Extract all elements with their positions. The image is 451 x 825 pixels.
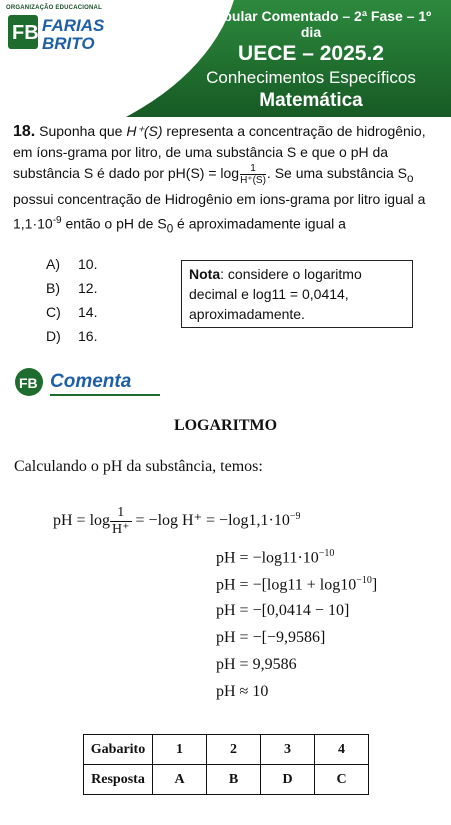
gabarito-table xyxy=(83,734,369,795)
question-sub-o: o xyxy=(407,172,414,185)
gabarito-label: Gabarito xyxy=(84,735,153,765)
solution-line-1: pH = log $\frac{1}{H^+}$ = −log $H^+ = -\log 1,1\cdot 10^{-9}$ xyxy=(53,505,301,537)
svg-text:FB: FB xyxy=(12,22,39,44)
option-a: A) 10. xyxy=(46,256,98,272)
note-text: : considere o logaritmo decimal e log11 = 0,0414, aproximadamente. xyxy=(189,266,362,322)
question-text xyxy=(13,121,438,239)
solution-step: pH = $-\log 11\cdot 10^{-10}$ xyxy=(216,548,335,567)
question-text-b: representa a concentração de hidrogênio, em íons-grama por litro, de uma substância S e que o pH da substância S é dado por pH(S) = log xyxy=(13,123,426,182)
option-b: B) 12. xyxy=(46,280,98,296)
table-cell: D xyxy=(261,765,315,795)
farias-brito-logo xyxy=(6,13,126,53)
solution-intro: Calculando o pH da substância, temos: xyxy=(14,458,263,475)
question-number: 18. xyxy=(13,123,36,140)
question-text-e: então o pH de S xyxy=(61,215,167,232)
question-sub-0: 0 xyxy=(166,222,174,236)
question-fraction xyxy=(240,163,266,186)
header-banner xyxy=(0,0,451,117)
option-c: C) 14. xyxy=(46,304,98,320)
question-exponent: -9 xyxy=(52,215,62,226)
solution-step: pH ≈ 10 xyxy=(216,683,269,700)
svg-text:FB: FB xyxy=(19,375,38,391)
table-row xyxy=(84,735,369,765)
question-text-a: Suponha que xyxy=(39,123,127,139)
answer-options xyxy=(46,256,97,352)
table-cell: A xyxy=(153,765,207,795)
table-cell: 1 xyxy=(153,735,207,765)
solution-step: pH = −[−9,9586] xyxy=(216,629,326,646)
solution-title: LOGARITMO xyxy=(173,417,278,434)
question-fraction-num: 1 xyxy=(240,163,266,175)
note-label: Nota xyxy=(189,266,221,282)
exam-title: UECE – 2025.2 xyxy=(238,42,384,65)
header-text-block xyxy=(181,6,441,112)
logo-text-brito: BRITO xyxy=(42,34,95,53)
comenta-logo-icon xyxy=(14,367,46,397)
solution-step: pH = −[0,0414 − 10] xyxy=(216,602,350,619)
note-box xyxy=(181,260,413,328)
question-text-d: possui concentração de Hidrogênio em ions-grama por litro igual a 1,1·10 xyxy=(13,191,426,232)
comenta-label: Comenta xyxy=(50,371,132,392)
table-cell: 2 xyxy=(207,735,261,765)
resposta-label: Resposta xyxy=(84,765,153,795)
option-d: D) 16. xyxy=(46,328,98,344)
exam-subtitle: Vestibular Comentado – 2ª Fase – 1º dia xyxy=(190,8,432,40)
question-text-c: . Se uma substância S xyxy=(266,165,407,182)
comenta-underline xyxy=(50,394,160,396)
table-cell: B xyxy=(207,765,261,795)
solution-fraction: $\frac{1}{H^+}$ xyxy=(112,505,130,537)
exam-area: Conhecimentos Específicos xyxy=(206,68,416,87)
solution-step: pH = 9,9586 xyxy=(216,656,297,673)
question-text-f: é aproximadamente igual a xyxy=(173,215,346,232)
logo-text-farias: FARIAS xyxy=(42,16,105,35)
solution-steps xyxy=(216,548,377,710)
table-cell: 4 xyxy=(315,735,369,765)
table-row xyxy=(84,765,369,795)
solution-step: pH = $-[\log 11 + \log 10^{-10}]$ xyxy=(216,575,378,594)
comenta-section-label xyxy=(14,367,164,397)
exam-subject: Matemática xyxy=(259,90,363,111)
table-cell: 3 xyxy=(261,735,315,765)
question-h-expr: H⁺(S) xyxy=(126,123,163,139)
question-fraction-den: H⁺(S) xyxy=(240,175,266,186)
logo-org-label: ORGANIZAÇÃO EDUCACIONAL xyxy=(6,5,102,11)
table-cell: C xyxy=(315,765,369,795)
